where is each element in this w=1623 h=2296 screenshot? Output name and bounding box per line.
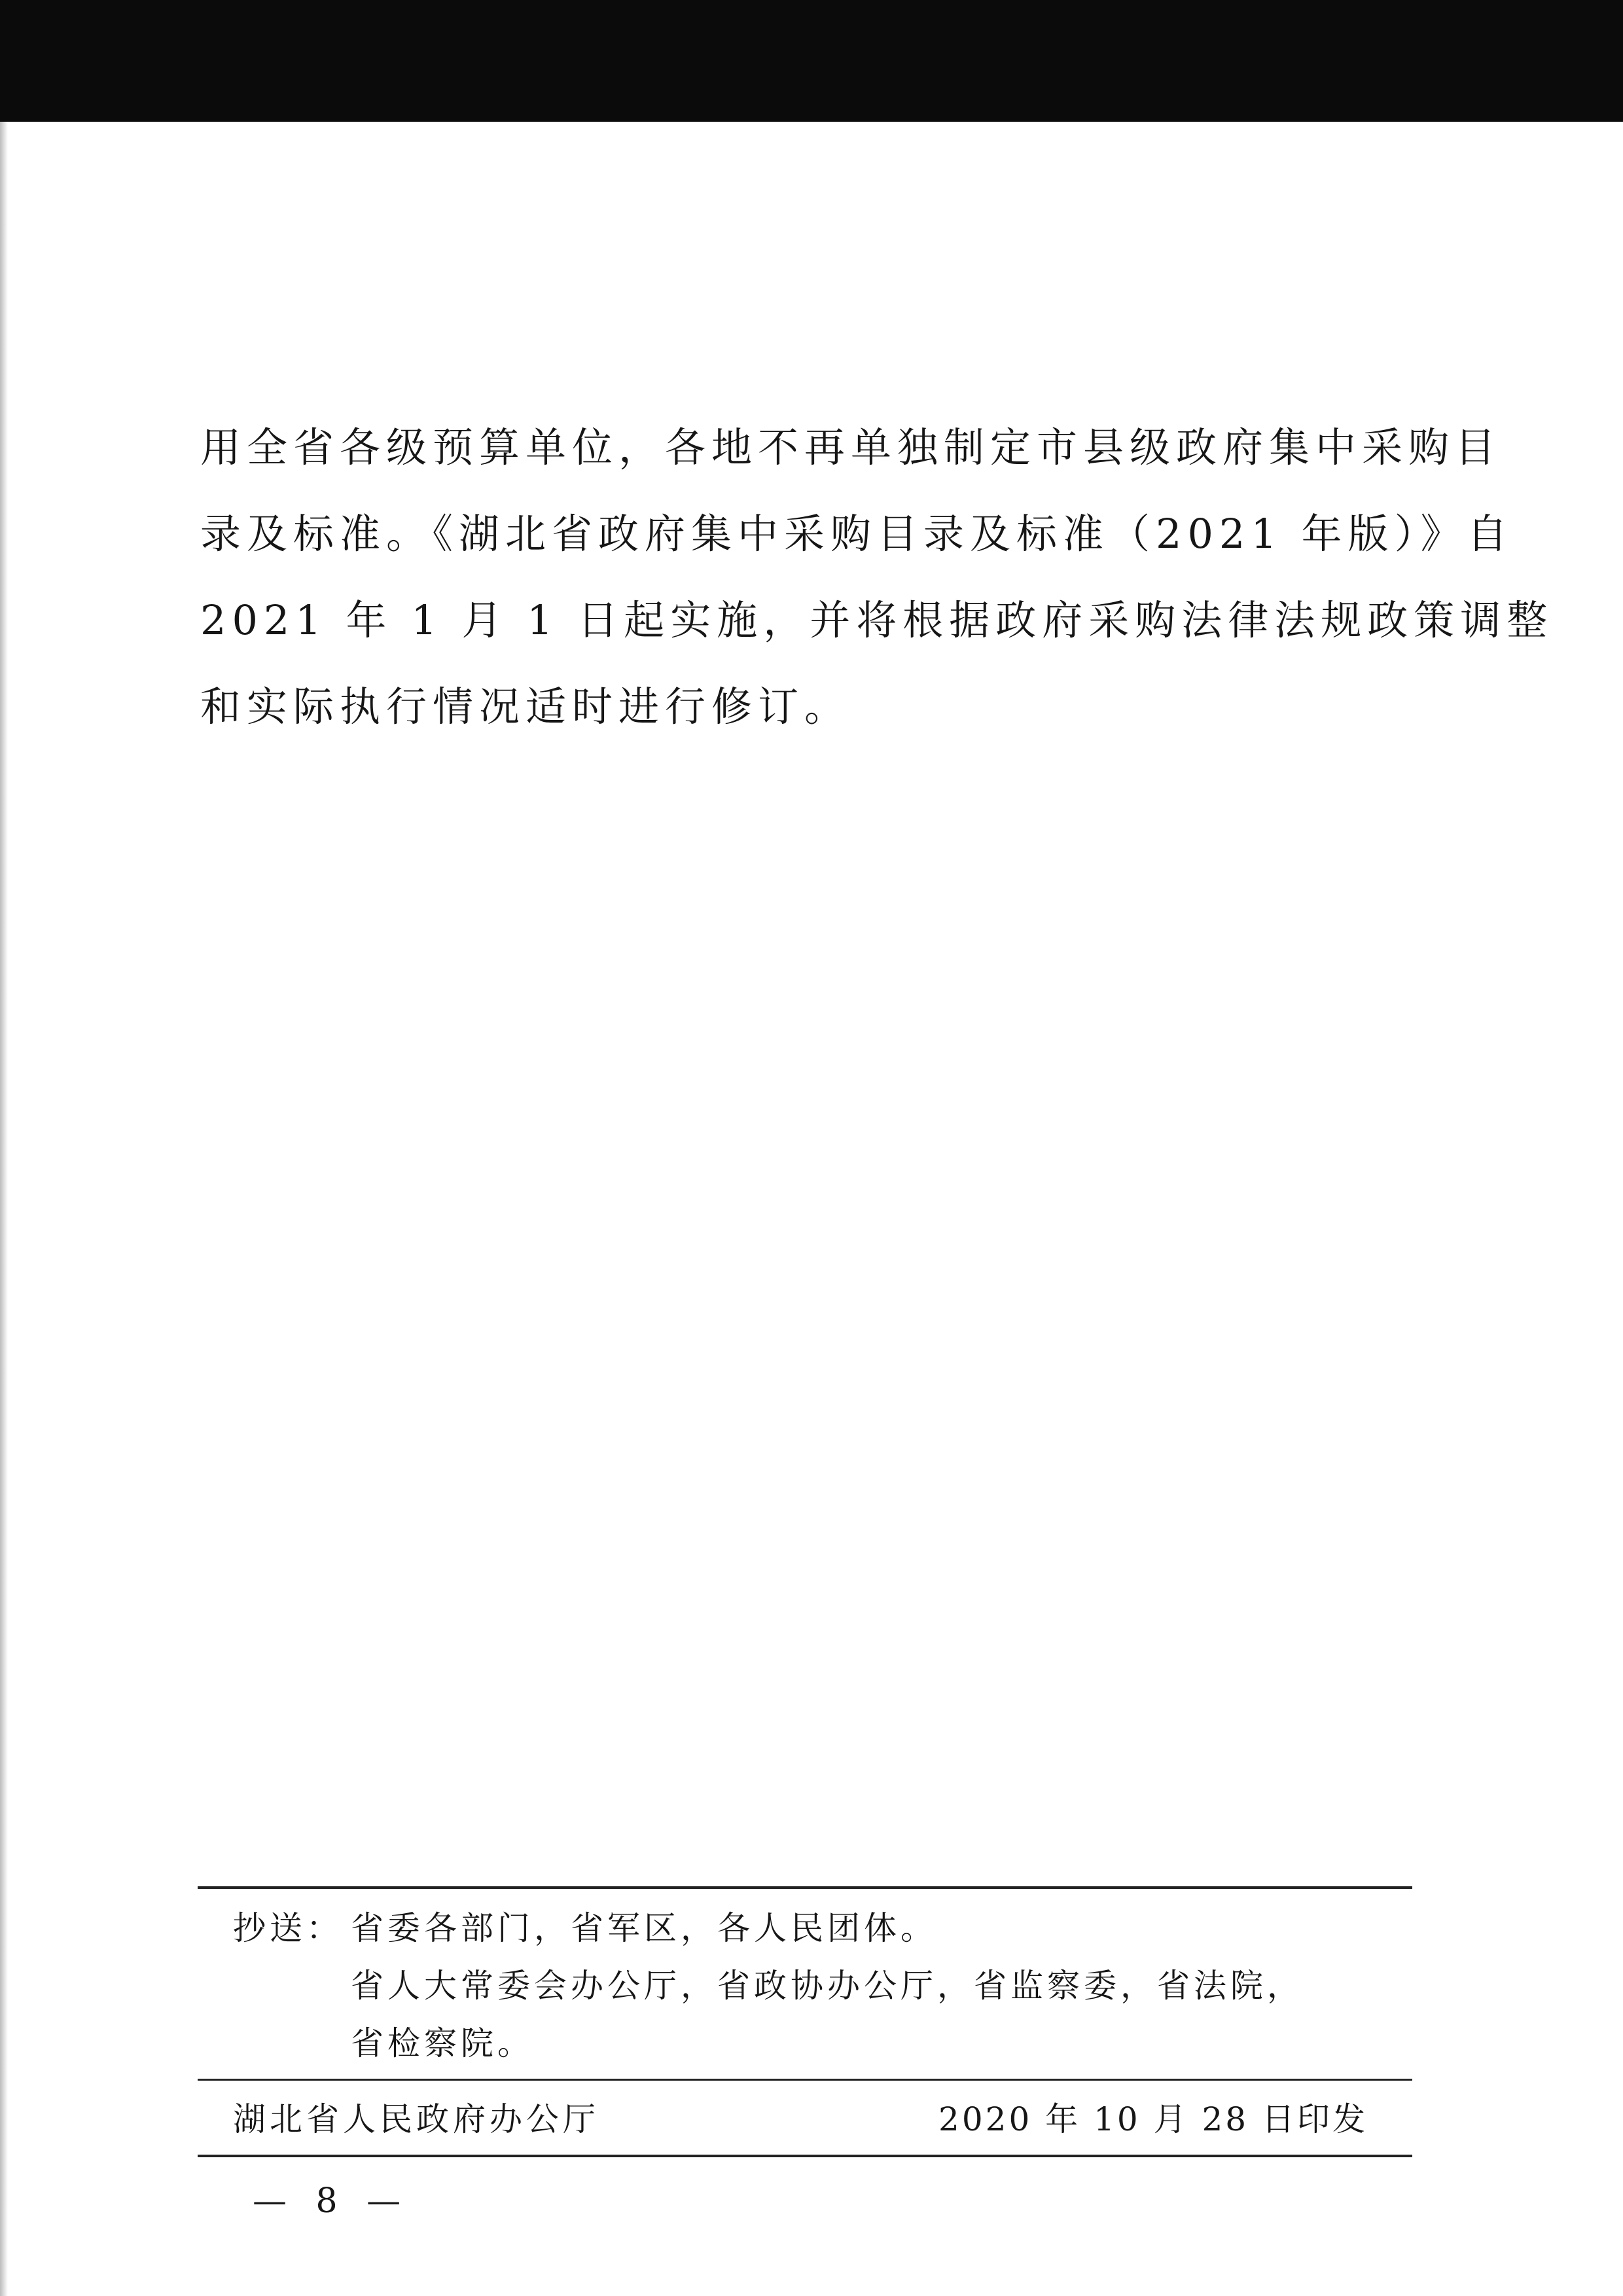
cc-recipients: 省检察院。 — [351, 2024, 534, 2062]
issuing-office: 湖北省人民政府办公厅 — [233, 2100, 599, 2138]
body-line: 用全省各级预算单位，各地不再单独制定市县级政府集中采购目 — [200, 423, 1502, 471]
page-number: — 8 — — [253, 2181, 410, 2221]
scan-top-border — [0, 0, 1623, 122]
footer-middle-rule — [198, 2079, 1412, 2081]
body-line: 2021 年 1 月 1 日起实施，并将根据政府采购法律法规政策调整 — [200, 596, 1554, 644]
body-line: 和实际执行情况适时进行修订。 — [200, 683, 851, 730]
footer-top-rule — [198, 1886, 1412, 1889]
cc-recipients: 省委各部门，省军区，各人民团体。 — [351, 1909, 937, 1947]
body-paragraph — [200, 404, 1554, 750]
issue-date: 2020 年 10 月 28 日印发 — [938, 2100, 1368, 2138]
footer-bottom-rule — [198, 2155, 1412, 2157]
cc-recipients: 省人大常委会办公厅，省政协办公厅，省监察委，省法院， — [351, 1967, 1304, 2005]
scan-left-edge — [0, 122, 8, 2296]
cc-label: 抄送： — [233, 1909, 343, 1947]
cc-distribution-block — [233, 1899, 1411, 2072]
cc-row — [233, 1899, 1411, 1957]
body-line: 录及标准。《湖北省政府集中采购目录及标准（2021 年版）》自 — [200, 510, 1514, 558]
